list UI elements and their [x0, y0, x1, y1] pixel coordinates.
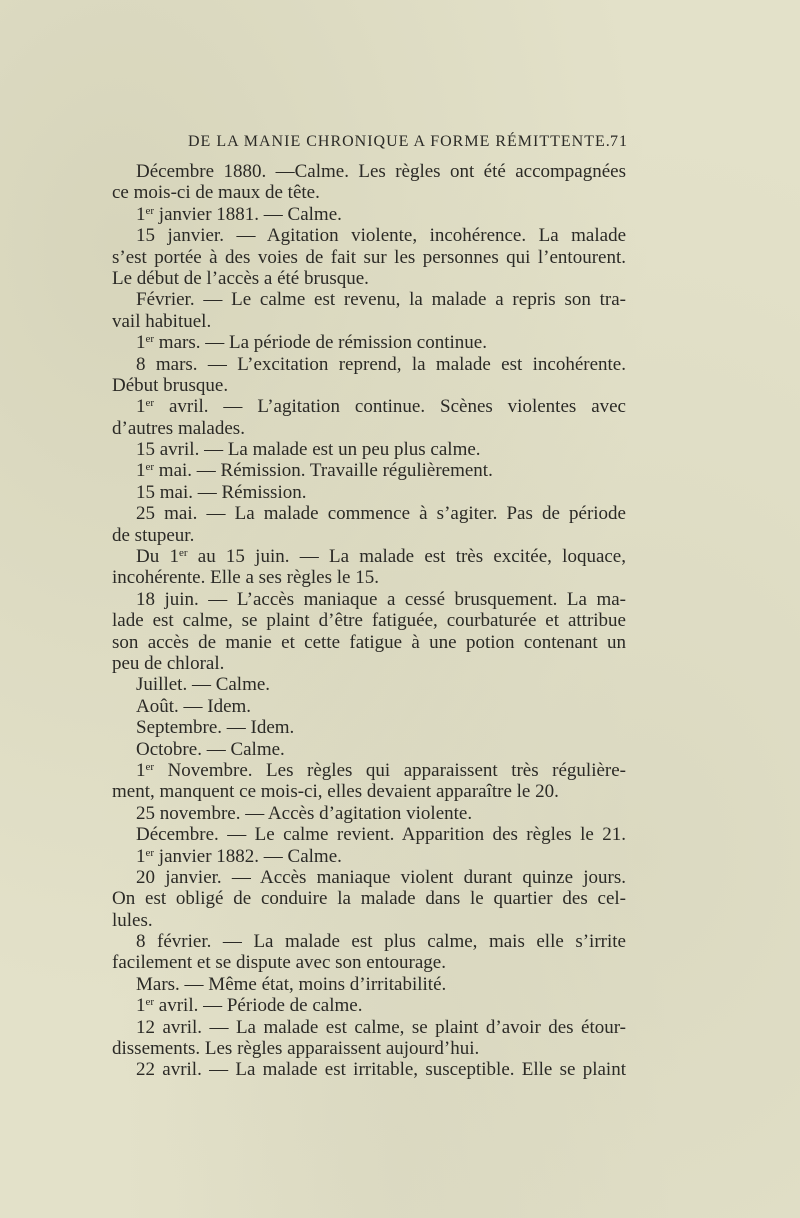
text-line: son accès de manie et cette fatigue à une potion contenant un [112, 631, 626, 653]
text-line: Octobre. — Calme. [136, 738, 285, 760]
text-line: vail habituel. [112, 310, 212, 332]
text-line: 20 janvier. — Accès maniaque violent durant quinze jours. [136, 866, 626, 888]
text-line: Début brusque. [112, 374, 229, 396]
text-line: 8 février. — La malade est plus calme, mais elle s’irrite [136, 931, 626, 953]
text-line: de stupeur. [112, 524, 195, 546]
text-line: 25 mai. — La malade commence à s’agiter. Pas de période [136, 503, 626, 525]
text-line: Décembre. — Le calme revient. Apparition des règles le 21. [136, 824, 626, 846]
text-line: incohérente. Elle a ses règles le 15. [112, 567, 379, 589]
text-line: lules. [112, 909, 153, 931]
text-line: 1er janvier 1882. — Calme. [136, 845, 342, 867]
running-title: DE LA MANIE CHRONIQUE A FORME RÉMITTENTE. [188, 133, 611, 150]
text-line: 8 mars. — L’excitation reprend, la malade est incohérente. [136, 353, 626, 375]
text-line: s’est portée à des voies de fait sur les personnes qui l’entourent. [112, 246, 626, 268]
text-line: Juillet. — Calme. [136, 674, 271, 696]
text-line: facilement et se dispute avec son entourage. [112, 952, 446, 974]
text-line: dissements. Les règles apparaissent aujourd’hui. [112, 1038, 480, 1060]
text-line: 15 janvier. — Agitation violente, incohérence. La malade [136, 225, 626, 247]
text-line: ce mois-ci de maux de tête. [112, 182, 320, 204]
text-line: 1er mars. — La période de rémission continue. [136, 332, 487, 354]
text-line: 22 avril. — La malade est irritable, susceptible. Elle se plaint [136, 1059, 626, 1081]
text-line: 15 mai. — Rémission. [136, 481, 307, 503]
text-line: peu de chloral. [112, 652, 225, 674]
text-line: Le début de l’accès a été brusque. [112, 267, 369, 289]
text-line: 1er avril. — Période de calme. [136, 995, 363, 1017]
text-line: Décembre 1880. —Calme. Les règles ont été accompagnées [136, 161, 626, 182]
text-line: d’autres malades. [112, 417, 245, 439]
text-line: Septembre. — Idem. [136, 717, 295, 739]
text-line: 1er janvier 1881. — Calme. [136, 203, 342, 225]
body-text [112, 161, 626, 1081]
text-line: 18 juin. — L’accès maniaque a cessé brusquement. La ma- [136, 588, 626, 610]
text-line: 1er mai. — Rémission. Travaille régulièrement. [136, 460, 493, 482]
text-line: Du 1er au 15 juin. — La malade est très excitée, loquace, [136, 546, 626, 568]
text-line: 12 avril. — La malade est calme, se plaint d’avoir des étour- [136, 1016, 626, 1038]
text-line: 1er avril. — L’agitation continue. Scènes violentes avec [136, 396, 626, 418]
text-line: Mars. — Même état, moins d’irritabilité. [136, 973, 447, 995]
text-line: On est obligé de conduire la malade dans le quartier des cel- [112, 888, 626, 910]
text-line: 15 avril. — La malade est un peu plus calme. [136, 439, 481, 461]
text-line: 25 novembre. — Accès d’agitation violente. [136, 802, 473, 824]
text-line: 1er Novembre. Les règles qui apparaissent très régulière- [136, 759, 626, 781]
text-line: Août. — Idem. [136, 695, 252, 717]
text-line: ment, manquent ce mois-ci, elles devaient apparaître le 20. [112, 781, 559, 803]
text-line: lade est calme, se plaint d’être fatiguée, courbaturée et attribue [112, 610, 626, 632]
text-line: Février. — Le calme est revenu, la malade a repris son tra- [136, 289, 626, 311]
page-number: 71 [610, 133, 628, 150]
